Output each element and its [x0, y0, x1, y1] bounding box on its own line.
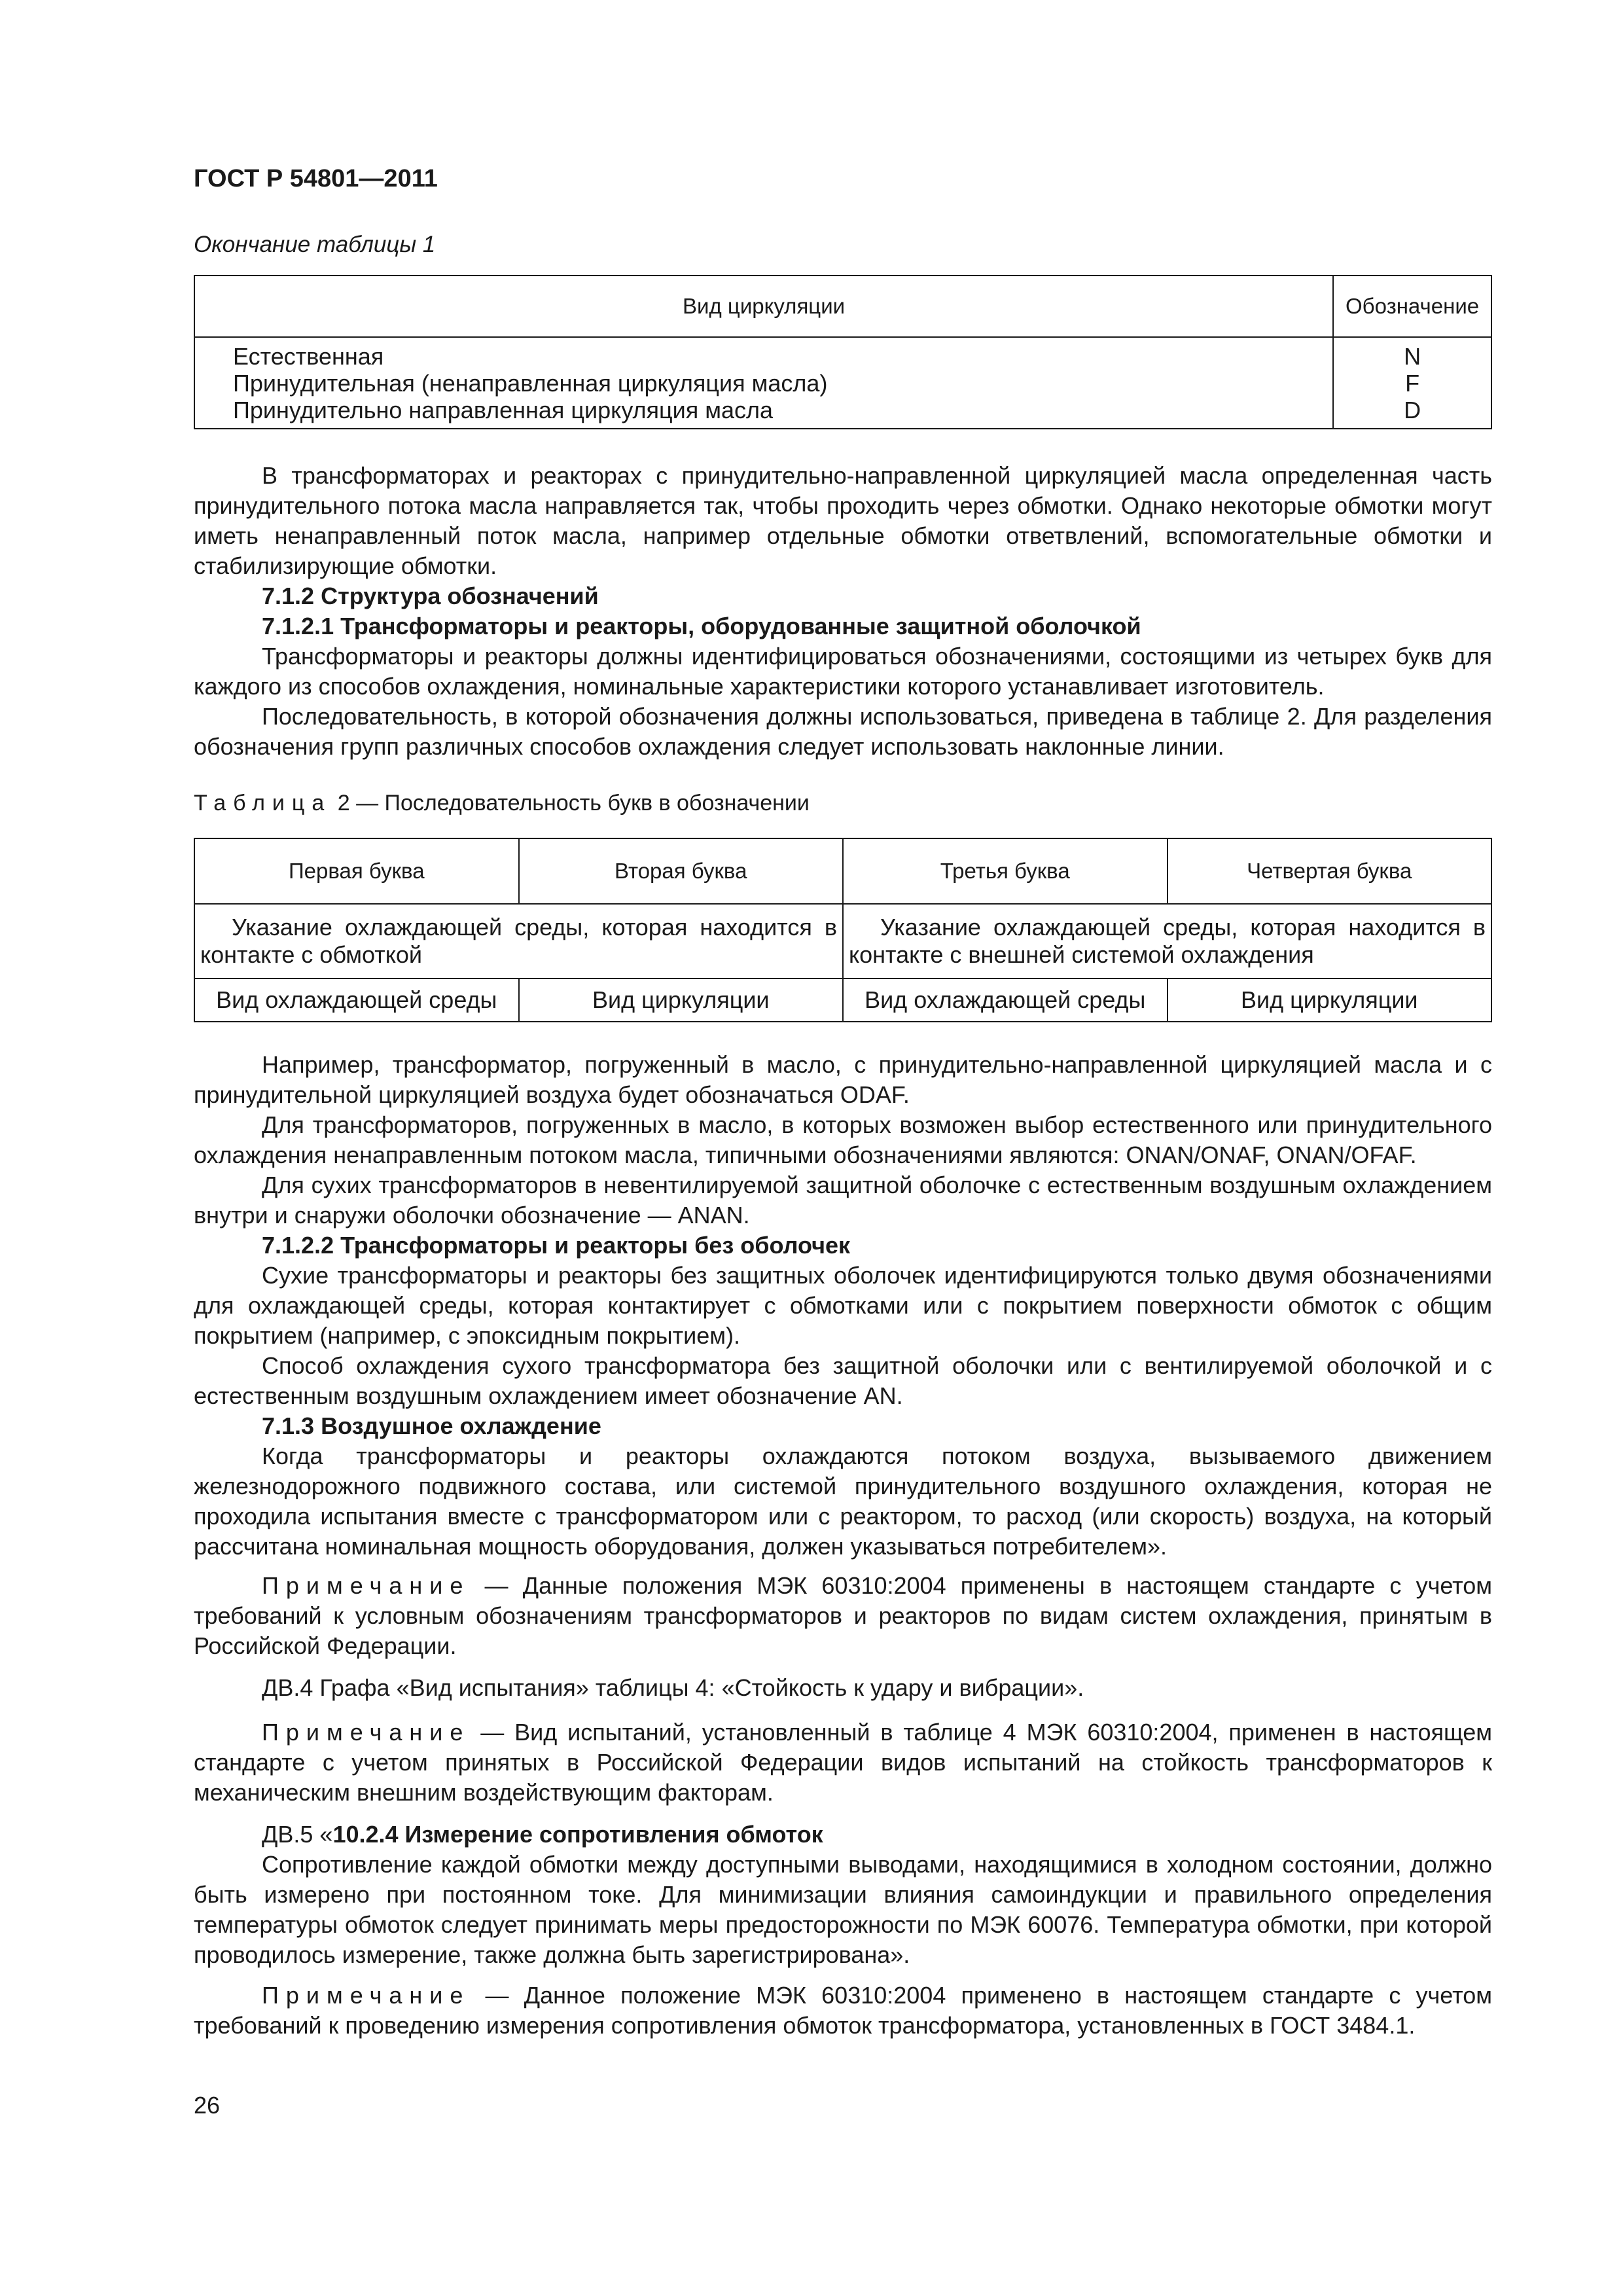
table2-cell: Вид охлаждающей среды — [194, 978, 519, 1022]
table1-code: N — [1404, 342, 1421, 370]
table2-cell-text: Указание охлаждающей среды, которая находится в контакте с внешней системой охлаждения — [849, 914, 1486, 968]
note — [194, 1717, 1492, 1808]
table2-caption-text: 2 — Последовательность букв в обозначении — [331, 791, 810, 816]
paragraph: Способ охлаждения сухого трансформатора без защитной оболочки или с вентилируемой оболочкой и с естественным воздушным охлаждением имеет обозначение AN. — [194, 1352, 1492, 1409]
table1-code: F — [1405, 369, 1420, 397]
table2-cell — [843, 904, 1491, 978]
paragraph: Для сухих трансформаторов в невентилируемой защитной оболочке с естественным воздушным охлаждением внутри и снаружи оболочки обозначение — ANAN. — [194, 1172, 1492, 1229]
table2-cell-text: Указание охлаждающей среды, которая находится в контакте с обмоткой — [200, 914, 837, 968]
page-number: 26 — [194, 2092, 221, 2119]
table2-cell: Вид циркуляции — [519, 978, 844, 1022]
note-text: — Вид испытаний, установленный в таблице 4 МЭК 60310:2004, применен в настоящем стандарте с учетом принятых в Российской Федерации видов испытаний на стойкость трансформаторов к механическим внешним воздействующим факторам. — [194, 1719, 1492, 1806]
table1-type: Принудительно направленная циркуляция масла — [233, 396, 774, 423]
table2-caption — [194, 791, 810, 816]
paragraph: В трансформаторах и реакторах с принудительно-направленной циркуляцией масла определенная часть принудительного потока масла направляется так, чтобы проходить через обмотки. Однако некоторые обмотки могут иметь ненаправленный поток масла, например отдельные обмотки ответвлений, вспомогательные обмотки и стабилизирующие обмотки. — [194, 462, 1492, 579]
table2-caption-label: Таблица — [194, 791, 332, 816]
db5-title: 10.2.4 Измерение сопротивления обмоток — [332, 1821, 823, 1848]
section-heading-7-1-2: 7.1.2 Структура обозначений — [262, 583, 599, 609]
table1-code: D — [1404, 396, 1421, 423]
table2-header: Вторая буква — [519, 838, 844, 904]
table2-cell — [194, 904, 843, 978]
note — [194, 1571, 1492, 1661]
paragraph: Сухие трансформаторы и реакторы без защитных оболочек идентифицируются только двумя обозначениями для охлаждающей среды, которая контактирует с обмотками или с покрытием поверхности обмоток с общим покрытием (например, с эпоксидным покрытием). — [194, 1262, 1492, 1349]
table2-header: Третья буква — [843, 838, 1168, 904]
table-2 — [194, 838, 1492, 1022]
note-label: Примечание — [262, 1982, 471, 2009]
table1-caption: Окончание таблицы 1 — [194, 232, 436, 257]
paragraph: Для трансформаторов, погруженных в масло, в которых возможен выбор естественного или принудительного охлаждения ненаправленным потоком масла, типичными обозначениями являются: ONAN/ONAF, ONAN/OFAF. — [194, 1111, 1492, 1168]
note-text: — Данные положения МЭК 60310:2004 применены в настоящем стандарте с учетом требований к условным обозначениям трансформаторов и реакторов по видам систем охлаждения, принятым в Российской Федерации. — [194, 1572, 1492, 1659]
section-heading-7-1-2-2: 7.1.2.2 Трансформаторы и реакторы без оболочек — [262, 1232, 851, 1259]
table1-types-cell — [194, 337, 1333, 429]
appendix-item-db4: ДВ.4 Графа «Вид испытания» таблицы 4: «Стойкость к удару и вибрации». — [262, 1674, 1084, 1701]
table2-cell: Вид охлаждающей среды — [843, 978, 1168, 1022]
paragraph: Трансформаторы и реакторы должны идентифицироваться обозначениями, состоящими из четырех букв для каждого из способов охлаждения, номинальные характеристики которого устанавливает изготовитель. — [194, 643, 1492, 700]
note-label: Примечание — [262, 1572, 471, 1599]
section-heading-7-1-3: 7.1.3 Воздушное охлаждение — [262, 1412, 601, 1439]
paragraph: Последовательность, в которой обозначения должны использоваться, приведена в таблице 2. Для разделения обозначения групп различных способов охлаждения следует использовать наклонные линии. — [194, 703, 1492, 760]
section-heading-7-1-2-1: 7.1.2.1 Трансформаторы и реакторы, оборудованные защитной оболочкой — [262, 613, 1141, 639]
table2-cell: Вид циркуляции — [1168, 978, 1492, 1022]
table2-header: Первая буква — [194, 838, 519, 904]
note — [194, 1981, 1492, 2041]
table1-header-code: Обозначение — [1333, 276, 1491, 337]
paragraph: Когда трансформаторы и реакторы охлаждаются потоком воздуха, вызываемого движением железнодорожного подвижного состава, или системой принудительного воздушного охлаждения, которая не проходила испытания вместе с трансформатором или с реактором, то расход (или скорость) воздуха, на который рассчитана номинальная мощность оборудования, должен указываться потребителем». — [194, 1443, 1492, 1560]
paragraph: Например, трансформатор, погруженный в масло, с принудительно-направленной циркуляцией масла и с принудительной циркуляцией воздуха будет обозначаться ODAF. — [194, 1051, 1492, 1108]
table1-type: Принудительная (ненаправленная циркуляция масла) — [233, 369, 828, 397]
table1-type: Естественная — [233, 342, 384, 370]
table-1 — [194, 275, 1492, 429]
table1-codes-cell — [1333, 337, 1491, 429]
standard-code: ГОСТ Р 54801—2011 — [194, 165, 438, 192]
note-text: — Данное положение МЭК 60310:2004 применено в настоящем стандарте с учетом требований к проведению измерения сопротивления обмоток трансформатора, установленных в ГОСТ 3484.1. — [194, 1982, 1492, 2039]
table1-header-type: Вид циркуляции — [194, 276, 1333, 337]
db5-prefix: ДВ.5 « — [262, 1821, 333, 1848]
paragraph: Сопротивление каждой обмотки между доступными выводами, находящимися в холодном состоянии, должно быть измерено при постоянном токе. Для минимизации влияния самоиндукции и правильного определения температуры обмоток следует принимать меры предосторожности по МЭК 60076. Температура обмотки, при которой проводилось измерение, также должна быть зарегистрирована». — [194, 1851, 1492, 1968]
table2-header: Четвертая буква — [1168, 838, 1492, 904]
note-label: Примечание — [262, 1719, 471, 1746]
appendix-item-db5 — [194, 1820, 1492, 1850]
